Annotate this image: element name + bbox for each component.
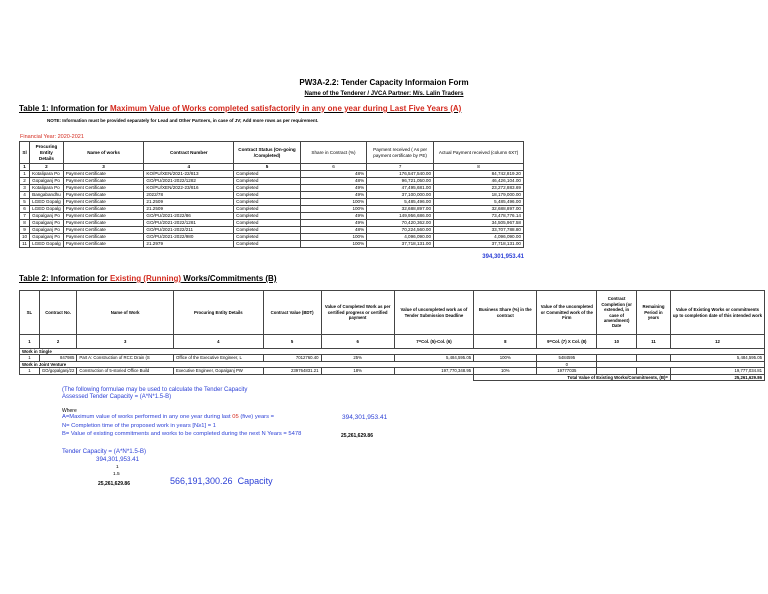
table-cell: 47,495,681.00 xyxy=(367,185,434,192)
table-cell: GO/PU/2021-2022/86 xyxy=(144,213,234,220)
formula-where: Where xyxy=(62,408,77,414)
table-cell: 5,485,496.00 xyxy=(367,199,434,206)
col-number: 3 xyxy=(77,335,174,349)
table-cell: 21.2509 xyxy=(144,199,234,206)
table-cell: 149,956,686.00 xyxy=(367,213,434,220)
table1-heading: Table 1: Information for Maximum Value of Works completed satisfactorily in any one year during Last Five Years (A) xyxy=(19,104,462,113)
table-cell: 8 xyxy=(20,220,30,227)
table-cell: 176,547,540.00 xyxy=(367,171,434,178)
page-title: PW3A-2.2: Tender Capacity Informaion Form xyxy=(299,78,469,87)
table2-total-label: Total Value of Existing Works/Commitments, (B)= xyxy=(474,374,671,380)
cell: 0 xyxy=(537,361,597,367)
table-cell: 49% xyxy=(300,192,366,199)
table-row xyxy=(20,206,524,213)
table-cell: 96,721,050.00 xyxy=(367,178,434,185)
col-header-uncompleted-value: Value of uncompleted work as of Tender Submission Deadline xyxy=(394,291,473,335)
col-header-contract-status: Contract Status (On-going /Completed) xyxy=(234,142,301,164)
table-cell: 4,096,090.00 xyxy=(434,234,524,241)
table-cell: Payment Certificate xyxy=(63,220,144,227)
cell: 18% xyxy=(321,368,394,374)
table1-total: 394,301,953.41 xyxy=(482,254,524,260)
col-header-contract-value: Contract Value (BDT) xyxy=(263,291,321,335)
col-number: 1 xyxy=(20,164,30,171)
table-cell: 23,272,883.69 xyxy=(434,185,524,192)
table-cell: Gopalganj Po xyxy=(30,234,64,241)
col-header-contract-number: Contract Number xyxy=(144,142,234,164)
tender-capacity-label: Tender Capacity = (A*N*1.5-B) xyxy=(62,448,147,455)
tc-n-value: 1 xyxy=(116,465,119,470)
table1-col-number-row xyxy=(20,164,524,171)
col-number: 1 xyxy=(20,335,40,349)
cell: 239764831.21 xyxy=(263,368,321,374)
table-cell: GO/PU/2021-2022/1282 xyxy=(144,178,234,185)
col-number: 3 xyxy=(63,164,144,171)
col-header-share: Share in Contract (%) xyxy=(300,142,366,164)
table-cell: Bangabandhu xyxy=(30,192,64,199)
col-header-completion-date: Contract Completion (or extended, in case of amendment) Date xyxy=(597,291,637,335)
table-cell: KO/PU/XEN/2022-23/816 xyxy=(144,185,234,192)
table-cell: LGED Gopalg xyxy=(30,199,64,206)
col-header-sl: SL xyxy=(20,291,40,335)
table-cell: 37,718,131.00 xyxy=(434,241,524,248)
col-number: 5 xyxy=(263,335,321,349)
col-header-contract-no: Contract No. xyxy=(39,291,77,335)
table-cell: Completed xyxy=(234,213,301,220)
table-cell: GO/PU/2021-2022/980 xyxy=(144,234,234,241)
table-cell: Completed xyxy=(234,234,301,241)
table-cell: Payment Certificate xyxy=(63,192,144,199)
table-cell: 100% xyxy=(300,241,366,248)
table-cell: Kotalipara Po xyxy=(30,171,64,178)
table-cell: 100% xyxy=(300,199,366,206)
table-cell: 18,179,000.00 xyxy=(434,192,524,199)
col-number: 8 xyxy=(434,164,524,171)
cell: 19,777,034.81 xyxy=(670,368,764,374)
col-number: 12 xyxy=(670,335,764,349)
table-cell: 5,485,496.00 xyxy=(434,199,524,206)
table-cell: 5 xyxy=(20,199,30,206)
table-cell: 37,718,131.00 xyxy=(367,241,434,248)
table-cell: 11 xyxy=(20,241,30,248)
cell: 19777035 xyxy=(537,368,597,374)
table-cell: 49% xyxy=(300,220,366,227)
table-cell: Payment Certificate xyxy=(63,241,144,248)
cell: GO/gopalganj/22 xyxy=(39,368,77,374)
table-cell: 1 xyxy=(20,171,30,178)
table-cell: 49% xyxy=(300,213,366,220)
table-cell: Payment Certificate xyxy=(63,185,144,192)
table-cell: Payment Certificate xyxy=(63,213,144,220)
cell: Executive Engineer, Gopalganj PW xyxy=(173,368,263,374)
table-cell: Payment Certificate xyxy=(63,178,144,185)
formula-a-def: A=Maximum value of works performed in any one year during last 05 (five) years = xyxy=(62,414,275,420)
col-header-committed-work: Value of the uncompleted or Committed work of the Firm xyxy=(537,291,597,335)
col-header-completed-value: Value of Completed Work as per certified progress or certified payment xyxy=(321,291,394,335)
table-cell: 2 xyxy=(20,178,30,185)
col-header-name-of-works: Name of works xyxy=(63,142,144,164)
table-cell: Gopalganj Po xyxy=(30,213,64,220)
table-cell: 10 xyxy=(20,234,30,241)
table-cell: 48% xyxy=(300,171,366,178)
cell: 1 xyxy=(20,368,40,374)
table1-max-works xyxy=(19,141,524,248)
table-cell: 37,100,000.00 xyxy=(367,192,434,199)
table-cell: 100% xyxy=(300,206,366,213)
table-row xyxy=(20,199,524,206)
table-cell: GO/PU/2021-2022/211 xyxy=(144,227,234,234)
col-number: 11 xyxy=(637,335,671,349)
tc-a-value: 394,301,953.41 xyxy=(96,456,140,463)
tc-b-value: 25,261,629.86 xyxy=(98,481,130,487)
table-row xyxy=(20,192,524,199)
table-cell: Payment Certificate xyxy=(63,206,144,213)
table2-existing-works xyxy=(19,290,765,381)
table-row xyxy=(20,185,524,192)
financial-year: Financial Year: 2020-2021 xyxy=(20,134,84,140)
table-cell: 46,426,104.00 xyxy=(434,178,524,185)
table-cell: 70,224,560.00 xyxy=(367,227,434,234)
table-cell: 4 xyxy=(20,192,30,199)
table-cell: 21.2979 xyxy=(144,241,234,248)
table-cell: 100% xyxy=(300,234,366,241)
cell: 847985 xyxy=(39,355,77,361)
col-number: 10 xyxy=(597,335,637,349)
table-cell: 48% xyxy=(300,178,366,185)
cell: 1 xyxy=(20,355,40,361)
table-cell: KO/PU/XEN/2021-22/813 xyxy=(144,171,234,178)
table-cell: 33,707,788.80 xyxy=(434,227,524,234)
col-number: 8 xyxy=(474,335,537,349)
table-cell: Kotalipara Po xyxy=(30,185,64,192)
formula-b-value: 25,261,629.86 xyxy=(341,433,373,439)
col-header-name-of-work: Name of Work xyxy=(77,291,174,335)
cell: Construction of 5-storied Office Build xyxy=(77,368,174,374)
cell: 25% xyxy=(321,355,394,361)
table1-header-row xyxy=(20,142,524,164)
formula-intro: (The following formulae may be used to calculate the Tender Capacity xyxy=(62,387,248,393)
col-number: 4 xyxy=(144,164,234,171)
table-cell: Completed xyxy=(234,192,301,199)
tc-multiplier: 1.5 xyxy=(113,472,120,477)
table-cell: LGED Gopalg xyxy=(30,206,64,213)
table-row xyxy=(20,241,524,248)
col-header-payment-received: Payment received ( As per payment certificate by PE) xyxy=(367,142,434,164)
col-number: 6 xyxy=(321,335,394,349)
table-row xyxy=(20,171,524,178)
table-cell: Completed xyxy=(234,199,301,206)
table-cell: 49% xyxy=(300,185,366,192)
table-cell: 70,420,362.00 xyxy=(367,220,434,227)
table-cell: 9 xyxy=(20,227,30,234)
table2-section-jv: Work in Joint Venture 0 xyxy=(20,361,765,367)
cell: 5,484,595.05 xyxy=(670,355,764,361)
table1-body xyxy=(20,171,524,248)
table-cell: Completed xyxy=(234,206,301,213)
table-cell: 2022/78 xyxy=(144,192,234,199)
table2-total-value: 25,261,629.86 xyxy=(670,374,764,380)
table-cell: GO/PU/2021-2022/1281 xyxy=(144,220,234,227)
table-cell: Completed xyxy=(234,171,301,178)
table-row xyxy=(20,234,524,241)
table-cell: 3 xyxy=(20,185,30,192)
table2-col-number-row xyxy=(20,335,765,349)
col-number: 5 xyxy=(234,164,301,171)
col-number: 2 xyxy=(30,164,64,171)
col-number: 9=Col. (7) X Col. (8) xyxy=(537,335,597,349)
capacity-label: Capacity xyxy=(237,476,273,486)
col-number: 6 xyxy=(300,164,366,171)
table-cell: Payment Certificate xyxy=(63,227,144,234)
table-cell: Gopalganj Po xyxy=(30,220,64,227)
table2-total-row xyxy=(20,374,765,380)
table2-heading: Table 2: Information for Existing (Running) Works/Commitments (B) xyxy=(19,274,277,283)
table-cell: Gopalganj Po xyxy=(30,178,64,185)
table2-header-row xyxy=(20,291,765,335)
table-cell: 84,742,819.20 xyxy=(434,171,524,178)
table-cell: 73,478,776.14 xyxy=(434,213,524,220)
table-row xyxy=(20,227,524,234)
col-header-actual-payment: Actual Payment received (column 6X7) xyxy=(434,142,524,164)
col-header-procuring-entity: Procuring Entity Details xyxy=(173,291,263,335)
cell: 5,484,595.05 xyxy=(394,355,473,361)
table-row xyxy=(20,220,524,227)
col-header-remaining-period: Remaining Period in years xyxy=(637,291,671,335)
capacity-result xyxy=(170,476,273,486)
table-cell: 48% xyxy=(300,227,366,234)
table-cell: 7 xyxy=(20,213,30,220)
col-header-sl: Sl xyxy=(20,142,30,164)
table-cell: Payment Certificate xyxy=(63,199,144,206)
table-cell: Completed xyxy=(234,227,301,234)
table-cell: 32,688,897.00 xyxy=(367,206,434,213)
cell: Office of the Executive Engineer, L xyxy=(173,355,263,361)
cell: 7012760.40 xyxy=(263,355,321,361)
table-cell: Completed xyxy=(234,178,301,185)
formula-b-def: B= Value of existing commitments and works to be completed during the next N Years = 5478 xyxy=(62,431,302,437)
capacity-value: 566,191,300.26 xyxy=(170,476,233,486)
table-cell: Payment Certificate xyxy=(63,171,144,178)
table2-section-single: Work in Single xyxy=(20,349,765,355)
cell: 10% xyxy=(474,368,537,374)
cell: 100% xyxy=(474,355,537,361)
table-cell: 32,688,897.00 xyxy=(434,206,524,213)
formula-assessed: Assessed Tender Capacity = (A*N*1.5-B) xyxy=(62,394,172,400)
table-cell: 21.2509 xyxy=(144,206,234,213)
table-cell: 34,505,967.58 xyxy=(434,220,524,227)
col-number: 2 xyxy=(39,335,77,349)
table-cell: Completed xyxy=(234,220,301,227)
table-cell: Completed xyxy=(234,241,301,248)
table-cell: Payment Certificate xyxy=(63,234,144,241)
table-cell: LGED Gopalg xyxy=(30,241,64,248)
col-header-business-share: Business Share (%) in the contract xyxy=(474,291,537,335)
cell: 197,770,348.95 xyxy=(394,368,473,374)
col-number: 7=Col. (5)-Col. (6) xyxy=(394,335,473,349)
table-cell: 4,096,090.00 xyxy=(367,234,434,241)
table-row xyxy=(20,178,524,185)
formula-n-def: N= Completion time of the proposed work in years [N≥1] = 1 xyxy=(62,423,216,429)
table-row xyxy=(20,213,524,220)
col-number: 7 xyxy=(367,164,434,171)
col-number: 4 xyxy=(173,335,263,349)
table1-note: NOTE: Information must be provided separately for Lead and Other Partners, in case of JV; Add more rows as per requirement. xyxy=(47,118,319,123)
table-cell: Gopalganj Po xyxy=(30,227,64,234)
table-cell: 6 xyxy=(20,206,30,213)
table-cell: Completed xyxy=(234,185,301,192)
col-header-existing-works-value: Value of Existing Works or commitments up to completion date of this intended work xyxy=(670,291,764,335)
cell: Part A: Construction of RCC Drain (S xyxy=(77,355,174,361)
tenderer-name: Name of the Tenderer / JVCA Partner: M/s. Lalin Traders xyxy=(304,91,464,97)
formula-a-value: 394,301,953.41 xyxy=(342,414,388,421)
col-header-procuring-entity: Procuring Entity Details xyxy=(30,142,64,164)
cell: 5484595 xyxy=(537,355,597,361)
